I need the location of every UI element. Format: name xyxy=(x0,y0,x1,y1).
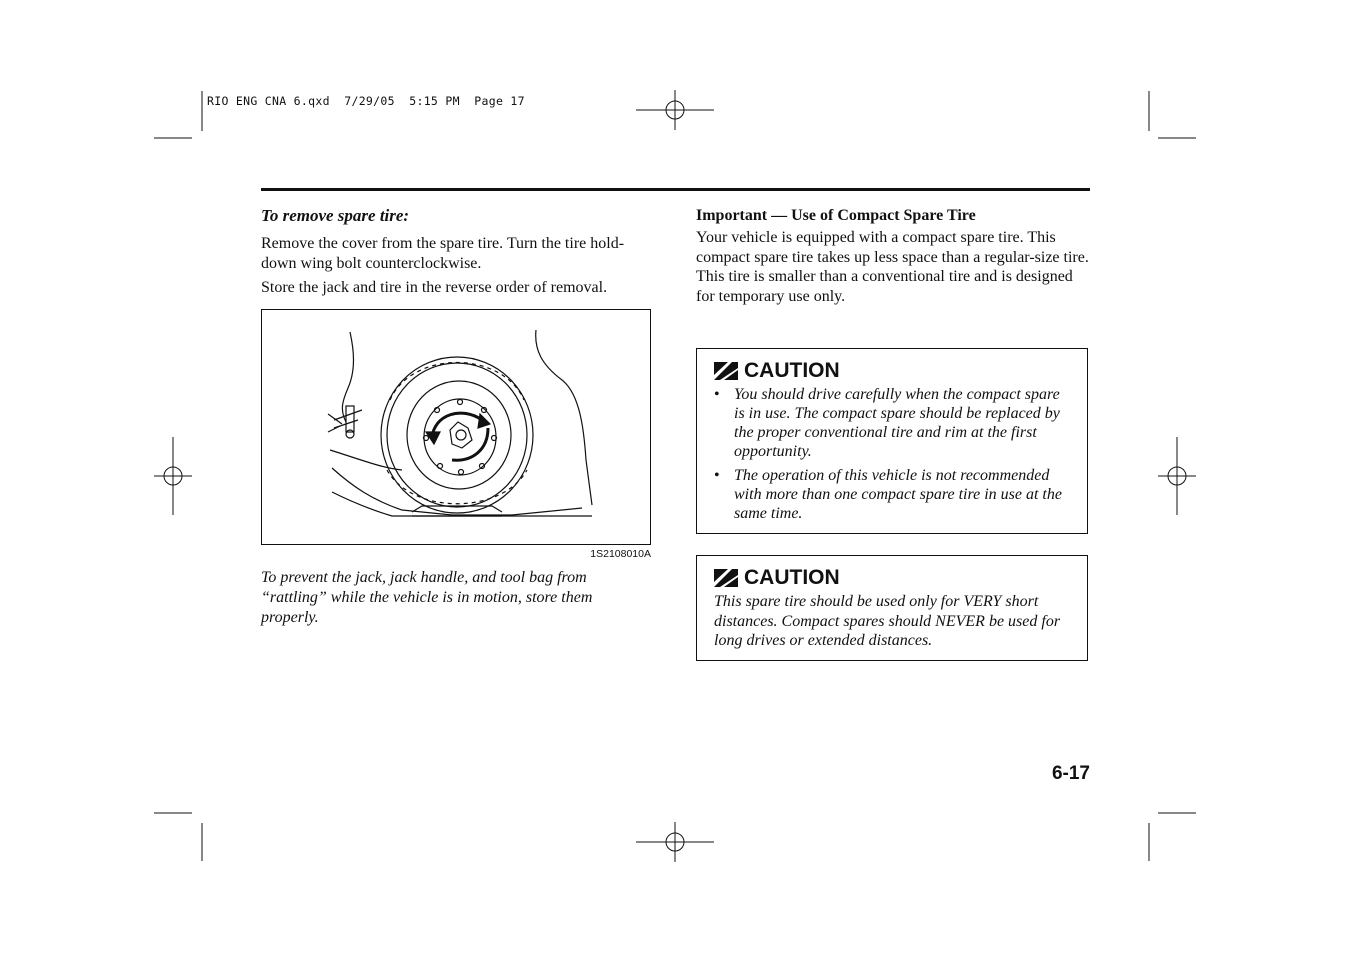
caution-title-1 xyxy=(714,359,1071,383)
caution-text-2: This spare tire should be used only for VERY short distances. Compact spares should NEVER be used for long drives or extended distances. xyxy=(714,593,1061,649)
registration-mark-left xyxy=(154,437,192,515)
registration-mark-right xyxy=(1158,437,1196,515)
caution-label: CAUTION xyxy=(744,359,840,382)
paragraph-compact-spare: Your vehicle is equipped with a compact spare tire. This compact spare tire takes up less space than a regular-size tire. This tire is smaller than a conventional tire and is designed for temporary use only. xyxy=(696,229,1089,305)
subheading-remove-spare: To remove spare tire: xyxy=(261,206,410,225)
caution-icon xyxy=(714,362,738,380)
caution-bullet-2: • The operation of this vehicle is not recommended with more than one compact spare tire in use at the same time. xyxy=(714,467,1062,522)
caution-icon xyxy=(714,569,738,587)
paragraph-remove-cover: Remove the cover from the spare tire. Turn the tire hold-down wing bolt counterclockwise. xyxy=(261,235,625,272)
caution-box-1 xyxy=(696,348,1088,534)
bullet-dot: • xyxy=(714,467,720,484)
caution-box-2 xyxy=(696,555,1088,661)
spare-tire-illustration xyxy=(261,309,651,545)
top-rule xyxy=(261,188,1090,191)
spare-tire-drawing xyxy=(262,310,650,544)
paragraph-store-jack: Store the jack and tire in the reverse order of removal. xyxy=(261,279,608,296)
registration-mark-bottom xyxy=(636,822,714,862)
page-number: 6-17 xyxy=(1051,763,1090,784)
print-header: RIO ENG CNA 6.qxd 7/29/05 5:15 PM Page 17 xyxy=(207,94,525,108)
left-column xyxy=(261,205,653,628)
caution-bullet-1: • You should drive carefully when the compact spare is in use. The compact spare should be replaced by the proper conventional tire and rim at the first opportunity. xyxy=(714,386,1060,460)
heading-compact-spare: Important — Use of Compact Spare Tire xyxy=(696,207,976,224)
storage-note: To prevent the jack, jack handle, and tool bag from “rattling” while the vehicle is in motion, store them properly. xyxy=(261,568,593,626)
caution-title-2 xyxy=(714,566,1071,590)
right-column xyxy=(696,205,1090,311)
registration-mark-top xyxy=(636,90,714,130)
caution-bullet-list xyxy=(714,385,1071,523)
caution-label: CAUTION xyxy=(744,566,840,589)
bullet-dot: • xyxy=(714,386,720,403)
figure-code: 1S2108010A xyxy=(590,547,651,560)
